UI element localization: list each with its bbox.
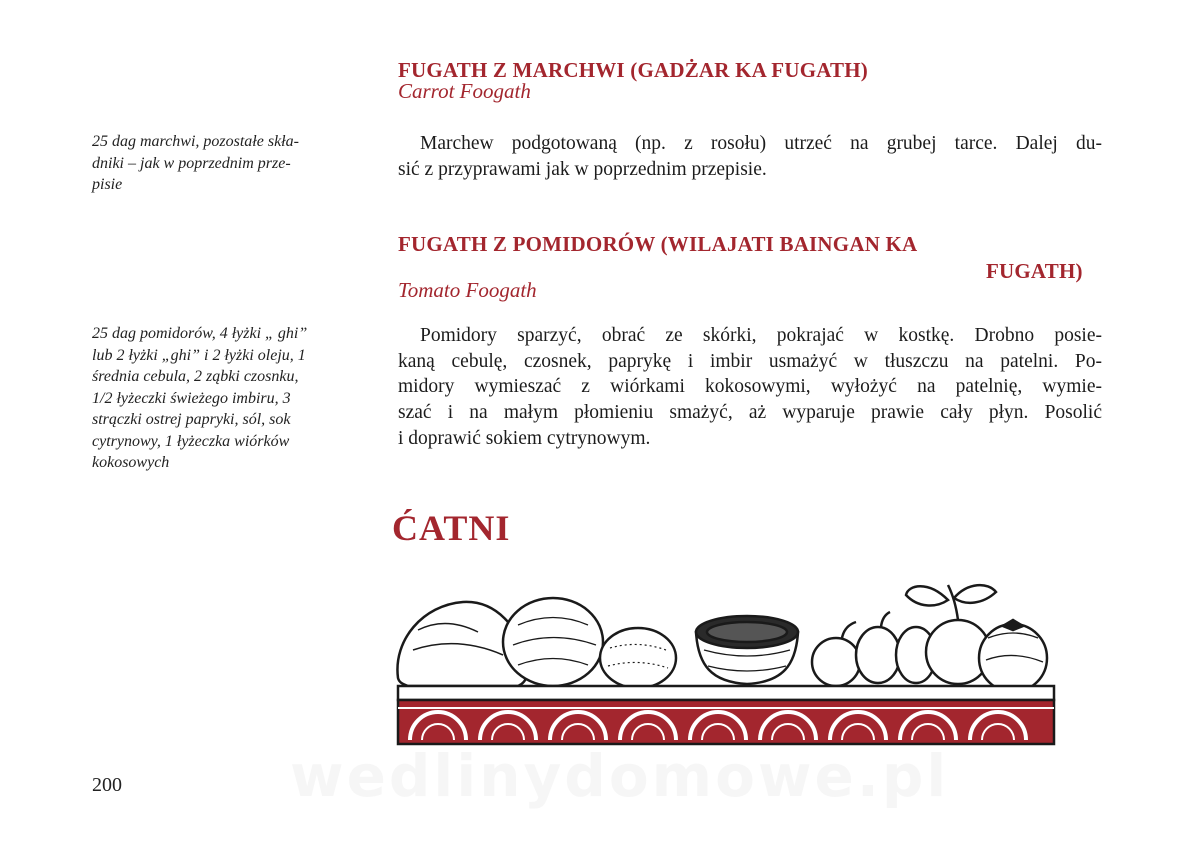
recipe2-title-line2: FUGATH) (986, 259, 1083, 283)
body-line: Marchew podgotowaną (np. z rosołu) utrzeć na grubej tarce. Dalej du- (420, 133, 1102, 154)
recipe2-body (398, 323, 1102, 452)
watermark: wedlinydomowe.pl (290, 742, 950, 810)
leaf-icon (954, 585, 996, 603)
recipe2-subtitle: Tomato Foogath (398, 278, 537, 302)
plum-icon (812, 638, 860, 686)
ingredient-line: 25 dag marchwi, pozostałe skła- (92, 133, 299, 150)
ingredient-line: strączki ostrej papryki, sól, sok (92, 411, 291, 428)
body-line: kaną cebulę, czosnek, paprykę i imbir usmażyć w tłuszczu na patelni. Po- (398, 350, 1102, 372)
fruit-and-vegetables-shelf-illustration (388, 570, 1068, 750)
body-line: Pomidory sparzyć, obrać ze skórki, pokrajać w kostkę. Drobno posie- (420, 325, 1102, 346)
recipe1-body (398, 131, 1102, 182)
lemon-icon (600, 628, 676, 688)
recipe2-ingredients (92, 323, 307, 474)
ingredient-line: kokosowych (92, 454, 170, 471)
body-line: midory wymieszać z wiórkami kokosowymi, wyłożyć na patelnię, wymie- (398, 376, 1102, 398)
body-line: sić z przyprawami jak w poprzednim przepisie. (398, 158, 767, 180)
chapter-title: ĆATNI (392, 508, 511, 548)
ingredient-line: średnia cebula, 2 ząbki czosnku, (92, 368, 299, 385)
page-number: 200 (92, 774, 122, 796)
ingredient-line: pisie (92, 176, 123, 193)
plum-icon (856, 627, 900, 683)
recipe1-ingredients (92, 131, 299, 196)
body-line: szać i na małym płomieniu smażyć, aż wyparuje prawie cały płyn. Posolić (398, 402, 1102, 424)
leaf-icon (906, 586, 948, 605)
recipe1-subtitle: Carrot Foogath (398, 79, 531, 103)
body-line: i doprawić sokiem cytrynowym. (398, 427, 651, 449)
ingredient-line: lub 2 łyżki „ghi” i 2 łyżki oleju, 1 (92, 346, 306, 364)
tomato-icon (979, 624, 1047, 692)
ingredient-line: cytrynowy, 1 łyżeczka wiórków (92, 432, 290, 450)
ingredient-line: 25 dag pomidorów, 4 łyżki „ ghi” (92, 325, 308, 342)
recipe1-title: FUGATH Z MARCHWI (GADŻAR KA FUGATH) (398, 58, 868, 82)
recipe2-title-line1: FUGATH Z POMIDORÓW (WILAJATI BAINGAN KA (398, 232, 918, 256)
ingredient-line: dniki – jak w poprzednim prze- (92, 154, 291, 172)
ingredient-line: 1/2 łyżeczki świeżego imbiru, 3 (92, 389, 291, 407)
